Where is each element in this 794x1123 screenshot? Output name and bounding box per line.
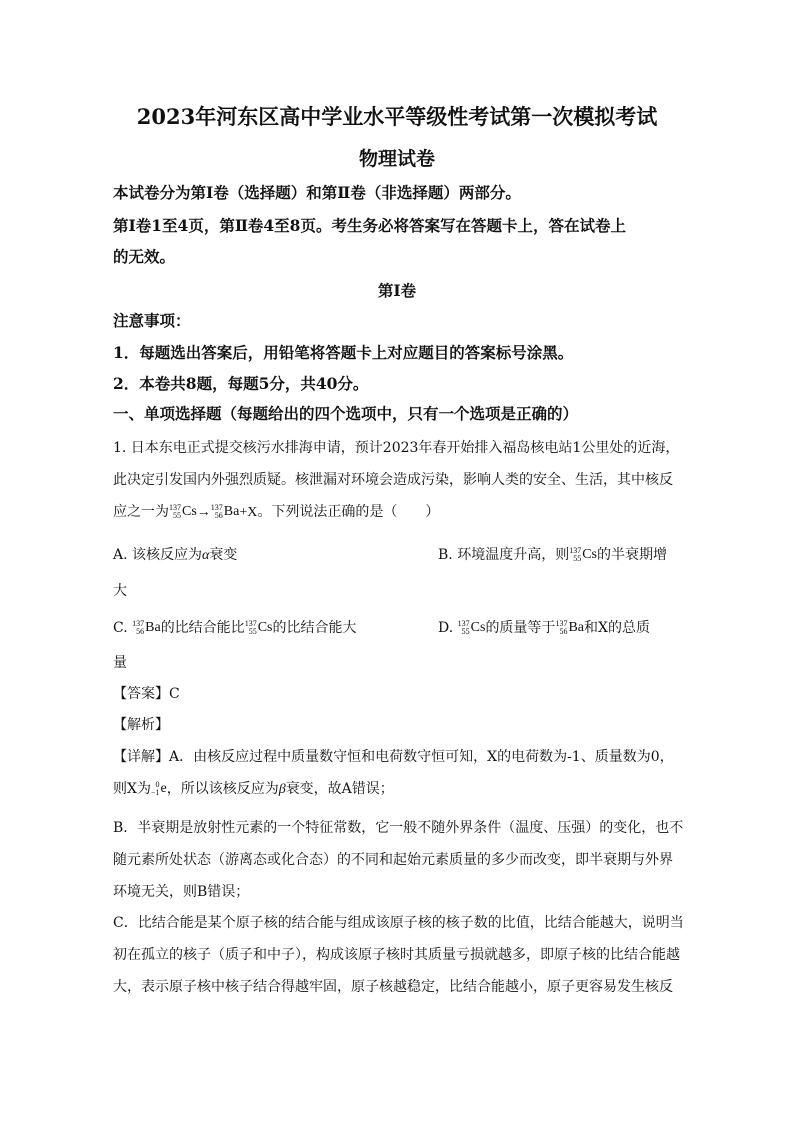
option-a: A. 该核反应为α衰变 <box>113 547 238 563</box>
note-1: 1．每题选出答案后，用铅笔将答题卡上对应题目的答案标号涂黑。 <box>113 343 574 362</box>
notes-title: 注意事项： <box>113 311 191 330</box>
option-d: D. 137 55 Cs的质量等于 137 56 Ba和X的总质 <box>438 618 650 638</box>
note-2: 2．本卷共8题，每题5分，共40分。 <box>113 374 369 393</box>
ba-nuclide: 137 56 Ba <box>555 619 584 636</box>
option-b-cont: 大 <box>113 583 127 599</box>
detail-a-line-1: 【详解】A．由核反应过程中质量数守恒和电荷数守恒可知，X的电荷数为-1、质量数为0， <box>113 749 674 765</box>
intro-line-2: 第Ⅰ卷1至4页，第Ⅱ卷4至8页。考生务必将答案写在答题卡上，答在试卷上 <box>113 216 626 235</box>
answer-line: 【答案】C <box>113 686 180 702</box>
cs-nuclide: 137 55 Cs <box>244 619 273 636</box>
electron-symbol: 0 −1 e <box>150 780 167 797</box>
detail-c-line-2: 初在孤立的核子（质子和中子），构成该原子核时其质量亏损就越多，即原子核的比结合能越 <box>113 947 680 963</box>
cs-nuclide: 137 55 Cs <box>457 619 486 636</box>
exam-title: 2023年河东区高中学业水平等级性考试第一次模拟考试 <box>136 104 658 129</box>
cs-nuclide: 137 55 Cs <box>169 503 197 520</box>
option-b: B. 环境温度升高，则 137 55 Cs的半衰期增 <box>438 545 667 565</box>
volume-title: 第Ⅰ卷 <box>377 281 417 300</box>
exam-subtitle: 物理试卷 <box>358 148 435 170</box>
option-c: C. 137 56 Ba的比结合能比 137 55 Cs的比结合能大 <box>113 618 356 638</box>
option-d-cont: 量 <box>113 655 127 671</box>
question-line-3: 应之一为 137 55 Cs→ 137 56 Ba+X。下列说法正确的是（ ） <box>113 502 439 523</box>
detail-b-line-3: 环境无关，则B错误； <box>113 884 250 900</box>
intro-line-3: 的无效。 <box>113 247 176 266</box>
intro-line-1: 本试卷分为第Ⅰ卷（选择题）和第Ⅱ卷（非选择题）两部分。 <box>113 183 521 202</box>
ba-nuclide: 137 56 Ba <box>132 619 161 636</box>
analysis-label: 【解析】 <box>113 717 169 733</box>
cs-nuclide: 137 55 Cs <box>569 546 597 563</box>
detail-c-line-3: 大，表示原子核中核子结合得越牢固，原子核越稳定，比结合能越小，原子更容易发生核反 <box>113 979 673 995</box>
detail-b-line-1: B．半衰期是放射性元素的一个特征常数，它一般不随外界条件（温度、压强）的变化，也不 <box>113 820 684 836</box>
section-title: 一、单项选择题（每题给出的四个选项中，只有一个选项是正确的） <box>113 404 579 423</box>
question-line-2: 此决定引发国内外强烈质疑。核泄漏对环境会造成污染，影响人类的安全、生活，其中核反 <box>113 472 673 488</box>
detail-b-line-2: 随元素所处状态（游离态或化合态）的不同和起始元素质量的多少而改变，即半衰期与外界 <box>113 852 673 868</box>
detail-a-line-2: 则X为 0 −1 e，所以该核反应为β衰变，故A错误； <box>113 779 394 800</box>
question-line-1: 1. 日本东电正式提交核污水排海申请，预计2023年春开始排入福岛核电站1公里处的近海， <box>113 440 680 456</box>
detail-c-line-1: C．比结合能是某个原子核的结合能与组成该原子核的核子数的比值，比结合能越大，说明当 <box>113 915 684 931</box>
ba-nuclide: 137 56 Ba <box>210 503 240 520</box>
